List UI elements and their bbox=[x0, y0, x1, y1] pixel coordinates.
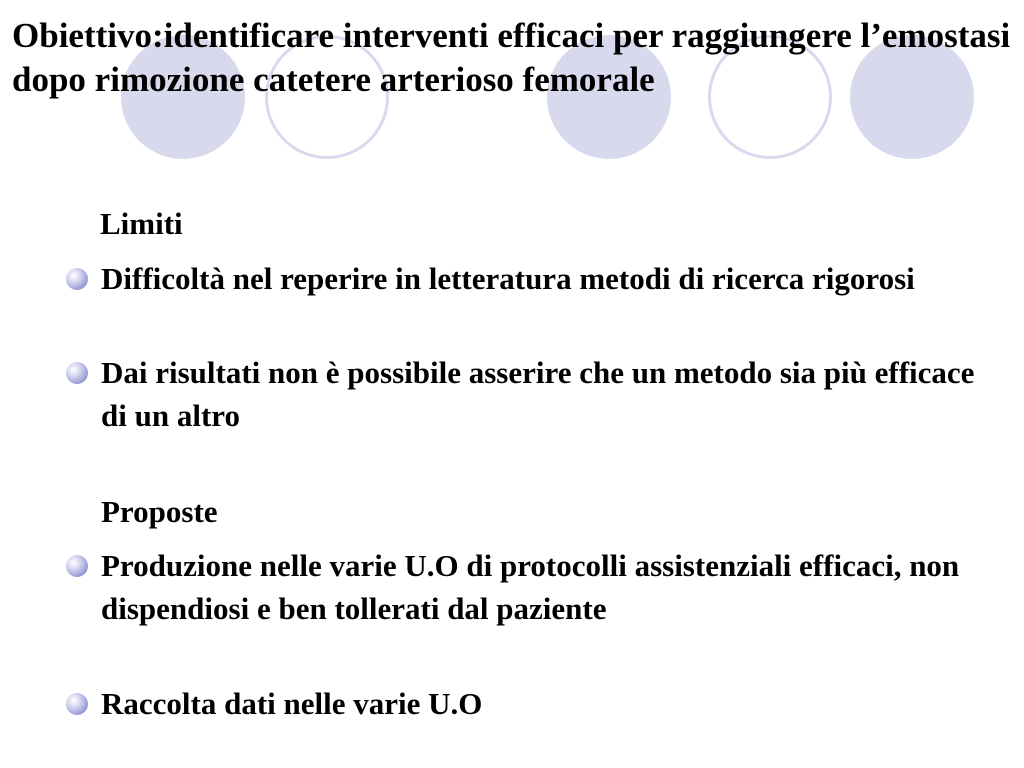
slide-title: Obiettivo:identificare interventi efficaci per raggiungere l’emostasi dopo rimozione catetere arterioso femorale bbox=[12, 16, 1011, 99]
bullet-icon bbox=[66, 555, 88, 577]
bullet-text: Difficoltà nel reperire in letteratura metodi di ricerca rigorosi bbox=[101, 261, 915, 296]
section-heading-proposte: Proposte bbox=[101, 494, 218, 529]
bullet-icon bbox=[66, 693, 88, 715]
bullet-text: Dai risultati non è possibile asserire che un metodo sia più efficace di un altro bbox=[101, 355, 975, 433]
bullet-text: Produzione nelle varie U.O di protocolli assistenziali efficaci, non dispendiosi e ben tollerati dal paziente bbox=[101, 548, 960, 626]
bullet-text: Raccolta dati nelle varie U.O bbox=[101, 686, 483, 721]
section-heading-limiti: Limiti bbox=[100, 206, 183, 241]
bullet-icon bbox=[66, 362, 88, 384]
bullet-icon bbox=[66, 268, 88, 290]
